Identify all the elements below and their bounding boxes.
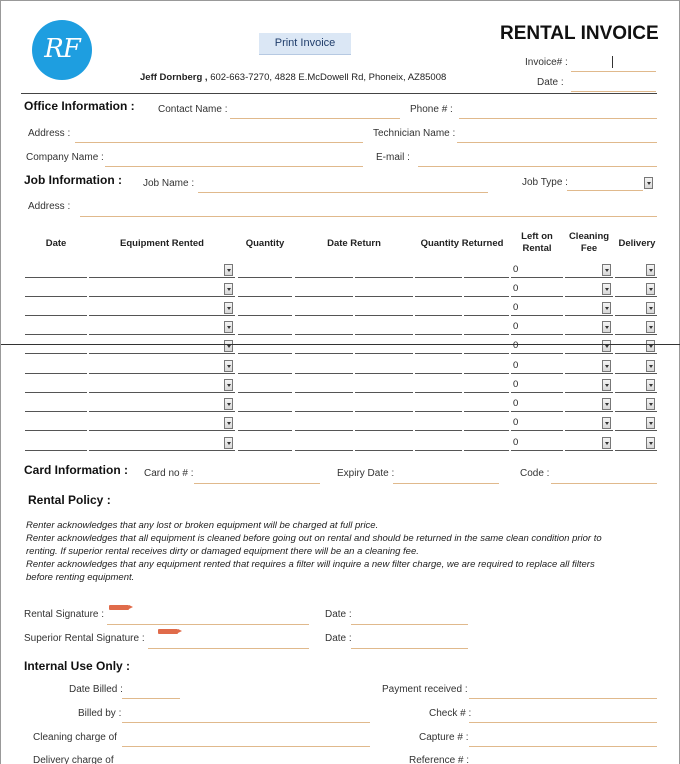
date-return-cell[interactable] [295,392,353,393]
policy-section-title: Rental Policy : [28,493,111,507]
left-on-rental-cell[interactable] [511,392,563,393]
cleaning-fee-line2: Fee [580,243,598,254]
quantity-cell[interactable] [238,392,292,393]
quantity-returned-cell[interactable] [415,334,462,335]
quantity-cell[interactable] [238,315,292,316]
left-on-rental-value: 0 [513,360,519,371]
equipment-cell-dropdown-icon[interactable] [224,264,233,276]
left-on-rental-cell[interactable] [511,277,563,278]
delivery-cell[interactable] [615,334,657,335]
left-on-rental-cell[interactable] [511,315,563,316]
equipment-cell-dropdown-icon[interactable] [224,321,233,333]
equipment-cell[interactable] [89,353,235,354]
card-no-field[interactable] [194,483,320,484]
equipment-cell-dropdown-icon[interactable] [224,360,233,372]
date-return-time-cell[interactable] [355,450,413,451]
superior-signature-label: Superior Rental Signature : [24,633,145,644]
delivery-cell[interactable] [615,373,657,374]
technician-field[interactable] [457,142,657,143]
quantity-returned-extra-cell[interactable] [464,373,509,374]
delivery-cell-dropdown-icon[interactable] [646,417,655,429]
left-on-rental-cell[interactable] [511,430,563,431]
equipment-cell[interactable] [89,373,235,374]
billed-by-label: Billed by : [78,708,122,719]
expiry-label: Expiry Date : [337,468,395,479]
equipment-cell[interactable] [89,296,235,297]
code-field[interactable] [551,483,657,484]
invoice-title: RENTAL INVOICE [500,23,659,44]
header-divider [21,93,657,94]
quantity-cell[interactable] [238,334,292,335]
date-return-cell[interactable] [295,334,353,335]
date-return-time-cell[interactable] [355,353,413,354]
equipment-cell[interactable] [89,315,235,316]
date-cell[interactable] [25,373,87,374]
expiry-field[interactable] [393,483,499,484]
contact-details: 602-663-7270, 4828 E.McDowell Rd, Phoneix, AZ85008 [207,72,447,83]
quantity-returned-extra-cell[interactable] [464,392,509,393]
equipment-cell[interactable] [89,430,235,431]
cleaning-fee-cell-dropdown-icon[interactable] [602,302,611,314]
equipment-cell[interactable] [89,450,235,451]
cleaning-fee-cell[interactable] [565,411,613,412]
quantity-returned-extra-cell[interactable] [464,296,509,297]
left-on-rental-cell[interactable] [511,411,563,412]
date-cell[interactable] [25,353,87,354]
job-type-label: Job Type : [522,177,568,188]
equipment-cell-dropdown-icon[interactable] [224,398,233,410]
rental-signature-flag-icon[interactable] [109,605,129,610]
quantity-cell[interactable] [238,373,292,374]
equipment-cell[interactable] [89,277,235,278]
delivery-cell-dropdown-icon[interactable] [646,340,655,352]
cleaning-charge-label: Cleaning charge of [33,732,117,743]
policy-text [26,519,666,584]
col-header-left-on-rental [511,231,563,255]
quantity-returned-cell[interactable] [415,296,462,297]
delivery-cell[interactable] [615,353,657,354]
date-return-cell[interactable] [295,296,353,297]
contact-person: Jeff Dornberg , [140,72,208,83]
contact-name-label: Contact Name : [158,104,228,115]
col-header-quantity: Quantity [245,238,285,249]
cleaning-fee-cell[interactable] [565,430,613,431]
capture-label: Capture # : [419,732,469,743]
date-return-time-cell[interactable] [355,373,413,374]
internal-section-title: Internal Use Only : [24,659,131,673]
print-invoice-label: Print Invoice [274,37,336,49]
office-section-title: Office Information : [24,99,135,113]
left-on-rental-cell[interactable] [511,450,563,451]
check-field[interactable] [469,722,657,723]
delivery-cell[interactable] [615,277,657,278]
left-on-rental-line1: Left on [521,231,553,242]
cleaning-fee-cell[interactable] [565,334,613,335]
left-on-rental-value: 0 [513,417,519,428]
cleaning-fee-cell[interactable] [565,450,613,451]
cleaning-fee-cell-dropdown-icon[interactable] [602,264,611,276]
date-return-time-cell[interactable] [355,296,413,297]
cleaning-fee-cell[interactable] [565,277,613,278]
quantity-returned-cell[interactable] [415,373,462,374]
contact-name-field[interactable] [230,118,400,119]
quantity-returned-extra-cell[interactable] [464,430,509,431]
date-return-cell[interactable] [295,353,353,354]
equipment-cell[interactable] [89,411,235,412]
delivery-cell-dropdown-icon[interactable] [646,283,655,295]
logo-text: RF [44,34,80,64]
quantity-returned-extra-cell[interactable] [464,450,509,451]
left-on-rental-value: 0 [513,398,519,409]
quantity-returned-cell[interactable] [415,411,462,412]
cleaning-fee-cell-dropdown-icon[interactable] [602,379,611,391]
date-cell[interactable] [25,334,87,335]
delivery-cell-dropdown-icon[interactable] [646,360,655,372]
left-on-rental-line2: Rental [522,243,552,254]
col-header-date-return: Date Return [327,238,381,249]
delivery-cell-dropdown-icon[interactable] [646,321,655,333]
office-address-field[interactable] [75,142,363,143]
date-return-time-cell[interactable] [355,334,413,335]
delivery-cell[interactable] [615,296,657,297]
technician-label: Technician Name : [373,128,456,139]
card-section-title: Card Information : [24,463,128,477]
date-return-cell[interactable] [295,411,353,412]
quantity-returned-cell[interactable] [415,315,462,316]
invoice-number-cursor [612,56,613,68]
invoice-date-label: Date : [537,77,564,88]
job-type-field[interactable] [567,190,643,191]
col-header-cleaning-fee [564,231,614,255]
date-cell[interactable] [25,296,87,297]
equipment-cell-dropdown-icon[interactable] [224,437,233,449]
card-no-label: Card no # : [144,468,194,479]
rental-signature-label: Rental Signature : [24,609,105,620]
cleaning-fee-cell[interactable] [565,296,613,297]
job-name-label: Job Name : [143,178,195,189]
cleaning-fee-cell[interactable] [565,392,613,393]
date-return-time-cell[interactable] [355,411,413,412]
capture-field[interactable] [469,746,657,747]
quantity-cell[interactable] [238,296,292,297]
rental-signature-field[interactable] [107,624,309,625]
delivery-cell-dropdown-icon[interactable] [646,437,655,449]
cleaning-fee-cell-dropdown-icon[interactable] [602,360,611,372]
delivery-cell[interactable] [615,315,657,316]
equipment-cell-dropdown-icon[interactable] [224,283,233,295]
reference-label: Reference # : [409,755,470,764]
quantity-returned-cell[interactable] [415,392,462,393]
left-on-rental-value: 0 [513,302,519,313]
equipment-cell-dropdown-icon[interactable] [224,340,233,352]
job-type-dropdown[interactable] [644,177,653,189]
left-on-rental-value: 0 [513,437,519,448]
date-return-time-cell[interactable] [355,392,413,393]
quantity-returned-extra-cell[interactable] [464,334,509,335]
delivery-cell-dropdown-icon[interactable] [646,302,655,314]
policy-line-2: Renter acknowledges that all equipment is cleaned before going out on rental and should be returned in the same clean condition prior to [26,533,602,544]
email-field[interactable] [418,166,657,167]
date-return-cell[interactable] [295,277,353,278]
delivery-cell[interactable] [615,411,657,412]
policy-line-5: before renting equipment. [26,572,135,583]
company-name-field[interactable] [105,166,363,167]
superior-date-label: Date : [325,633,352,644]
left-on-rental-cell[interactable] [511,353,563,354]
cleaning-fee-cell-dropdown-icon[interactable] [602,398,611,410]
date-return-time-cell[interactable] [355,315,413,316]
cleaning-fee-cell-dropdown-icon[interactable] [602,417,611,429]
quantity-returned-cell[interactable] [415,430,462,431]
delivery-cell-dropdown-icon[interactable] [646,264,655,276]
payment-received-field[interactable] [469,698,657,699]
rf-logo [32,20,92,80]
equipment-cell[interactable] [89,392,235,393]
left-on-rental-value: 0 [513,321,519,332]
delivery-charge-label: Delivery charge of [33,755,114,764]
date-return-cell[interactable] [295,450,353,451]
delivery-cell[interactable] [615,392,657,393]
left-on-rental-cell[interactable] [511,373,563,374]
email-label: E-mail : [376,152,410,163]
job-address-label: Address : [28,201,71,212]
quantity-returned-extra-cell[interactable] [464,353,509,354]
cleaning-fee-cell-dropdown-icon[interactable] [602,340,611,352]
col-header-quantity-returned: Quantity Returned [420,238,504,249]
check-label: Check # : [429,708,472,719]
delivery-cell[interactable] [615,430,657,431]
quantity-cell[interactable] [238,353,292,354]
date-return-cell[interactable] [295,315,353,316]
office-address-label: Address : [28,128,71,139]
date-return-time-cell[interactable] [355,277,413,278]
superior-signature-flag-icon[interactable] [158,629,178,634]
policy-line-1: Renter acknowledges that any lost or broken equipment will be charged at full price. [26,520,379,531]
code-label: Code : [520,468,550,479]
quantity-returned-extra-cell[interactable] [464,315,509,316]
cleaning-fee-line1: Cleaning [568,231,610,242]
quantity-returned-cell[interactable] [415,353,462,354]
company-contact [140,72,446,83]
invoice-number-label: Invoice# : [525,57,568,68]
date-return-time-cell[interactable] [355,430,413,431]
quantity-returned-extra-cell[interactable] [464,277,509,278]
equipment-cell-dropdown-icon[interactable] [224,417,233,429]
cleaning-fee-cell[interactable] [565,315,613,316]
col-header-equipment: Equipment Rented [120,238,204,249]
payment-received-label: Payment received : [382,684,468,695]
billed-by-field[interactable] [122,722,370,723]
delivery-cell-dropdown-icon[interactable] [646,398,655,410]
phone-field[interactable] [459,118,657,119]
rental-date-label: Date : [325,609,352,620]
date-cell[interactable] [25,430,87,431]
print-invoice-button[interactable] [259,33,351,55]
quantity-returned-cell[interactable] [415,277,462,278]
cleaning-fee-cell[interactable] [565,373,613,374]
invoice-date-field[interactable] [571,91,656,92]
superior-signature-field[interactable] [148,648,309,649]
job-address-field[interactable] [80,216,657,217]
equipment-cell-dropdown-icon[interactable] [224,302,233,314]
left-on-rental-cell[interactable] [511,296,563,297]
date-cell[interactable] [25,315,87,316]
policy-line-4: Renter acknowledges that any equipment rented that requires a filter will inquire a new filter charge, we are required to replace all filters [26,559,595,570]
quantity-cell[interactable] [238,430,292,431]
col-header-delivery: Delivery [618,238,656,249]
rental-date-field[interactable] [351,624,468,625]
equipment-cell-dropdown-icon[interactable] [224,379,233,391]
quantity-cell[interactable] [238,450,292,451]
date-cell[interactable] [25,450,87,451]
date-return-cell[interactable] [295,430,353,431]
date-billed-field[interactable] [122,698,180,699]
policy-line-3: renting. If superior rental receives dirty or damaged equipment there will be an a cleaning fee. [26,546,419,557]
left-on-rental-value: 0 [513,340,519,351]
date-return-cell[interactable] [295,373,353,374]
delivery-cell-dropdown-icon[interactable] [646,379,655,391]
col-header-date: Date [45,238,67,249]
left-on-rental-value: 0 [513,379,519,390]
cleaning-fee-cell-dropdown-icon[interactable] [602,321,611,333]
date-cell[interactable] [25,392,87,393]
date-cell[interactable] [25,411,87,412]
cleaning-charge-field[interactable] [122,746,370,747]
superior-date-field[interactable] [351,648,468,649]
quantity-cell[interactable] [238,411,292,412]
date-billed-label: Date Billed : [69,684,123,695]
left-on-rental-cell[interactable] [511,334,563,335]
company-name-label: Company Name : [26,152,104,163]
cleaning-fee-cell[interactable] [565,353,613,354]
job-name-field[interactable] [198,192,488,193]
quantity-cell[interactable] [238,277,292,278]
left-on-rental-value: 0 [513,283,519,294]
phone-label: Phone # : [410,104,453,115]
job-section-title: Job Information : [24,173,122,187]
cleaning-fee-cell-dropdown-icon[interactable] [602,437,611,449]
quantity-returned-cell[interactable] [415,450,462,451]
quantity-returned-extra-cell[interactable] [464,411,509,412]
invoice-number-field[interactable] [571,71,656,72]
left-on-rental-value: 0 [513,264,519,275]
delivery-cell[interactable] [615,450,657,451]
page-break-line [1,344,680,345]
equipment-cell[interactable] [89,334,235,335]
date-cell[interactable] [25,277,87,278]
cleaning-fee-cell-dropdown-icon[interactable] [602,283,611,295]
